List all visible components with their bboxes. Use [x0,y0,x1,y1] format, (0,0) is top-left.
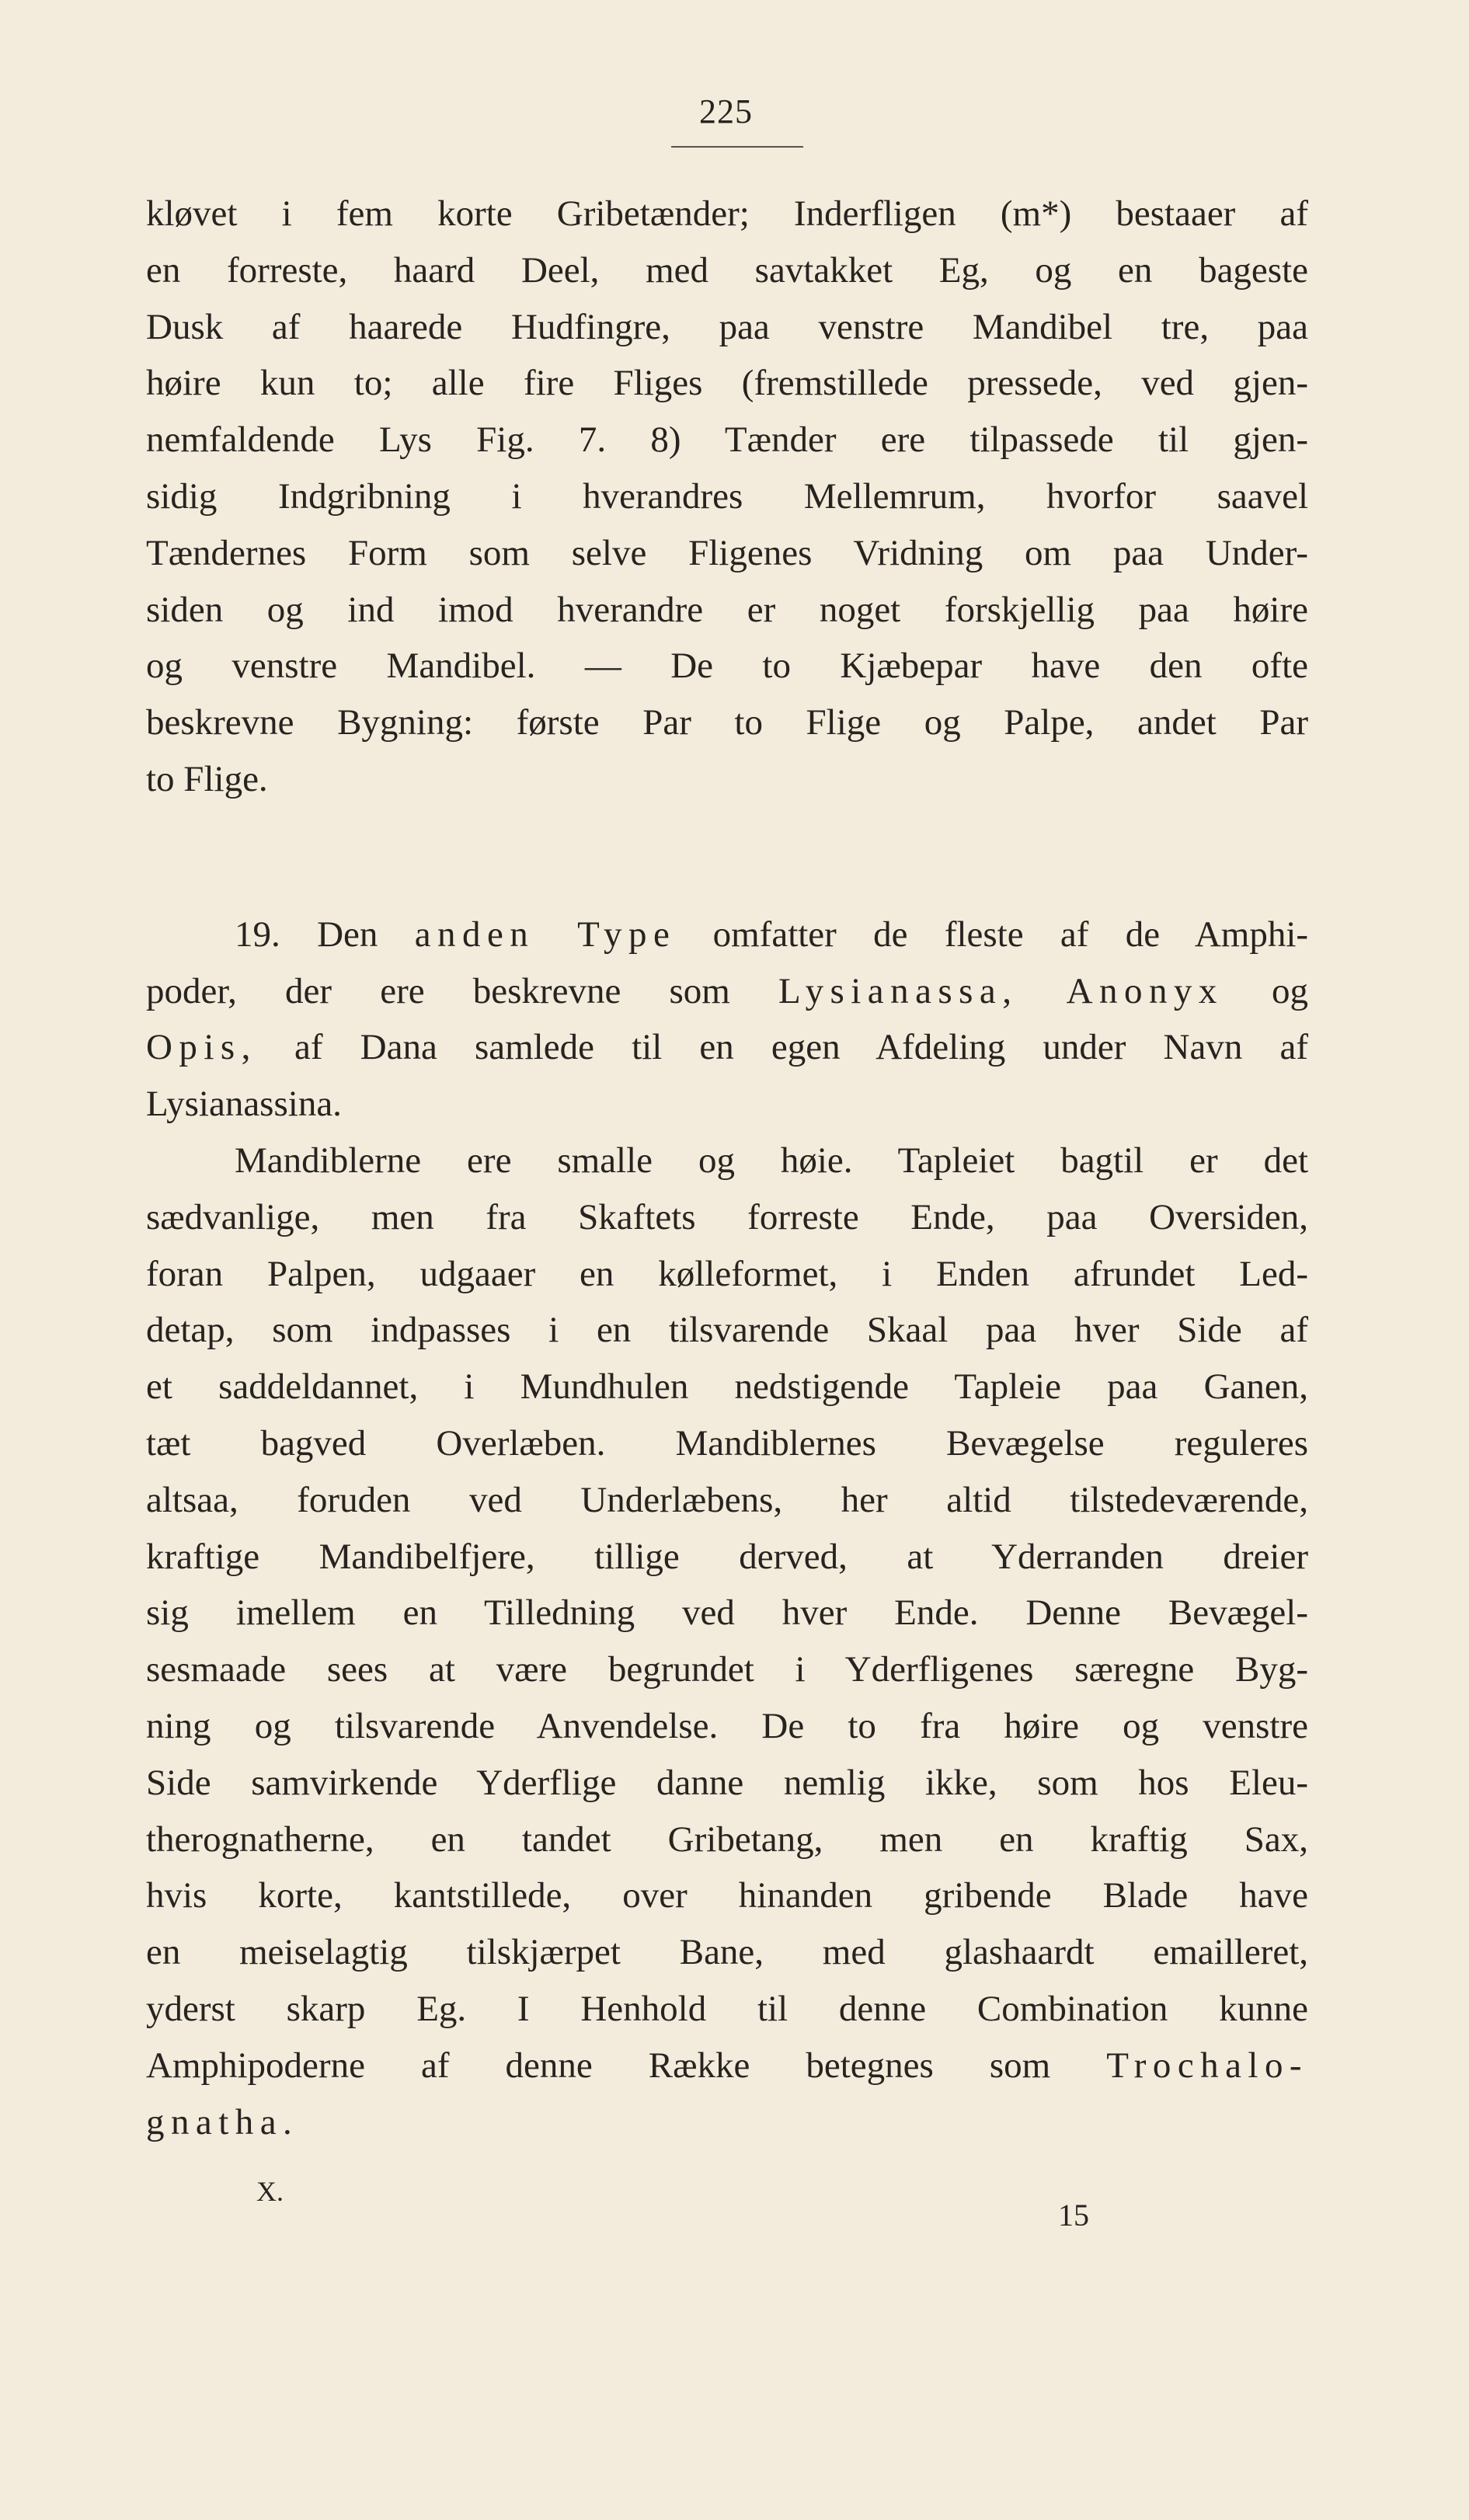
paragraph-3-line: altsaa, foruden ved Underlæbens, her altid tilstedeværende, [146,1480,1308,1520]
sheet-number: 15 [1058,2198,1089,2233]
paragraph-3-line: Side samvirkende Yderflige danne nemlig ikke, som hos Eleu- [146,1763,1308,1803]
signature-mark: X. [256,2176,284,2207]
paragraph-3-line [146,2042,1308,2089]
emphasized-term: anden Type [414,914,677,955]
paragraph-3-line: hvis korte, kantstillede, over hinanden gribende Blade have [146,1875,1308,1916]
paragraph-3-line: sig imellem en Tilledning ved hver Ende. Denne Bevægel- [146,1592,1308,1633]
paragraph-3-line: ning og tilsvarende Anvendelse. De to fra høire og venstre [146,1706,1308,1746]
section-19-line [146,968,1308,1015]
section-19-line: Lysianassina. [146,1084,342,1124]
page-number: 225 [699,92,753,131]
paragraph-1-line: nemfaldende Lys Fig. 7. 8) Tænder ere tilpassede til gjen- [146,419,1308,460]
text-run: og [1272,971,1308,1011]
paragraph-1-line: sidig Indgribning i hverandres Mellemrum, hvorfor saavel [146,476,1308,517]
emphasized-term: Anonyx [1066,971,1224,1011]
paragraph-1-line: Tændernes Form som selve Fligenes Vridning om paa Under- [146,533,1308,573]
paragraph-1-line: høire kun to; alle fire Fliges (fremstillede pressede, ved gjen- [146,363,1308,403]
paragraph-1-line: beskrevne Bygning: første Par to Flige og Palpe, andet Par [146,702,1308,743]
paragraph-3-line: detap, som indpasses i en tilsvarende Skaal paa hver Side af [146,1310,1308,1350]
paragraph-1-line: og venstre Mandibel. — De to Kjæbepar have den ofte [146,646,1308,686]
paragraph-3-line: foran Palpen, udgaaer en kølleformet, i Enden afrundet Led- [146,1254,1308,1294]
page-number-rule [671,146,803,148]
paragraph-3-line: gnatha. [146,2102,299,2142]
paragraph-3-line: therognatherne, en tandet Gribetang, men en kraftig Sax, [146,1819,1308,1860]
paragraph-1-line: en forreste, haard Deel, med savtakket Eg, og en bageste [146,250,1308,291]
paragraph-3-line: sædvanlige, men fra Skaftets forreste Ende, paa Oversiden, [146,1197,1308,1237]
section-number: 19. [235,914,280,955]
paragraph-1-line: kløvet i fem korte Gribetænder; Inderfligen (m*) bestaaer af [146,193,1308,234]
text-run: af Dana samlede til en egen Afdeling under Navn af [294,1027,1309,1067]
text-run: omfatter de fleste af de Amphi- [712,914,1309,955]
paragraph-3-line: kraftige Mandibelfjere, tillige derved, at Yderranden dreier [146,1537,1308,1577]
text-run: Amphipoderne af denne Række betegnes som [146,2045,1051,2086]
paragraph-3-line: sesmaade sees at være begrundet i Yderfligenes særegne Byg- [146,1649,1308,1690]
paragraph-1-line: to Flige. [146,759,268,799]
paragraph-3-line: yderst skarp Eg. I Henhold til denne Combination kunne [146,1989,1308,2029]
text-run: Den [317,914,378,955]
paragraph-3-line: tæt bagved Overlæben. Mandiblernes Bevægelse reguleres [146,1423,1308,1464]
emphasized-term: Trochalo- [1106,2045,1309,2086]
emphasized-term: Opis, [146,1027,257,1067]
paragraph-1-line: siden og ind imod hverandre er noget forskjellig paa høire [146,590,1308,630]
paragraph-3-line: et saddeldannet, i Mundhulen nedstigende Tapleie paa Ganen, [146,1366,1308,1407]
section-19-line [235,911,1308,958]
section-19-line [146,1024,1308,1070]
paragraph-1-line: Dusk af haarede Hudfingre, paa venstre Mandibel tre, paa [146,307,1308,347]
emphasized-term: Lysianassa, [778,971,1018,1011]
paragraph-3-line: en meiselagtig tilskjærpet Bane, med glashaardt emailleret, [146,1932,1308,1972]
paragraph-3-line: Mandiblerne ere smalle og høie. Tapleiet bagtil er det [235,1140,1308,1181]
text-run: poder, der ere beskrevne som [146,971,730,1011]
